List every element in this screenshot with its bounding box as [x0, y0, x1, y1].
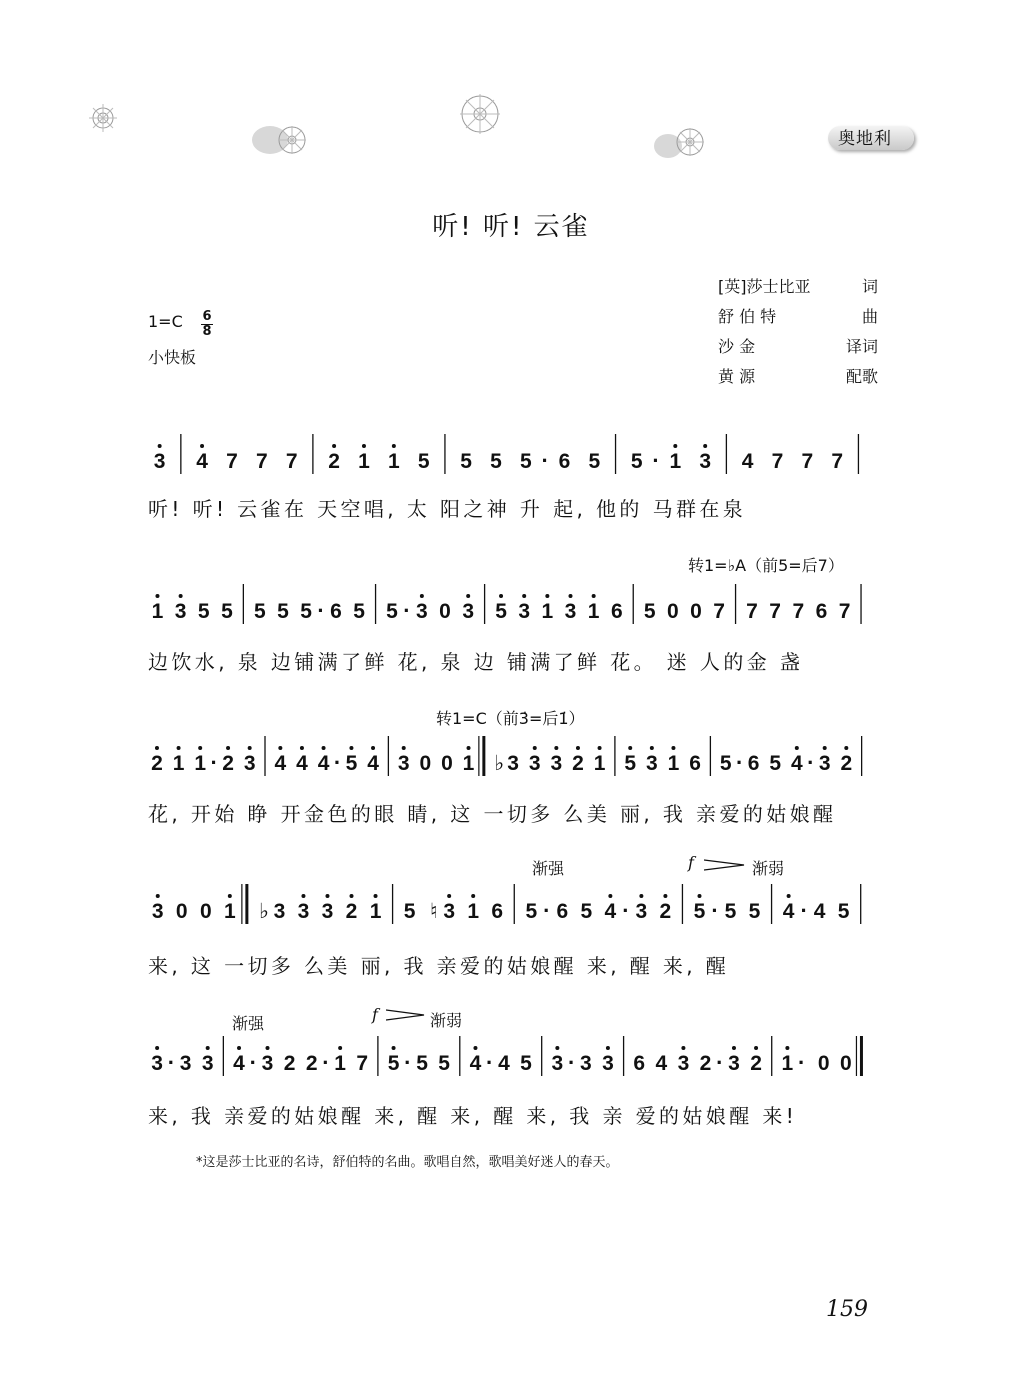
augmentation-dot: ·: [322, 1050, 330, 1075]
octave-dot: [332, 444, 336, 448]
note: 5: [460, 450, 472, 473]
note: 5: [386, 600, 398, 623]
note: 4: [782, 900, 795, 923]
octave-dot: [447, 894, 451, 898]
notation-system: [140, 1022, 880, 1102]
octave-dot: [592, 594, 596, 598]
note: 1: [593, 752, 606, 775]
note: 1: [467, 900, 480, 923]
octave-dot: [266, 1046, 270, 1050]
note: 5: [693, 900, 706, 923]
augmentation-dot: ·: [210, 750, 218, 775]
crescendo-mark: 渐强: [232, 1014, 265, 1033]
octave-dot: [466, 594, 470, 598]
note: 3: [699, 450, 712, 473]
note: 5: [719, 752, 732, 775]
note: 0: [441, 752, 453, 775]
augmentation-dot: ·: [800, 898, 808, 923]
key-signature: 1=C: [148, 312, 183, 331]
note: 2: [750, 1052, 762, 1075]
note: 0: [666, 600, 679, 623]
note: 6: [689, 752, 701, 775]
note: 7: [838, 600, 851, 623]
note: 4: [604, 900, 617, 923]
note: 7: [746, 600, 758, 623]
note: 3: [677, 1052, 690, 1075]
note: 3: [580, 1052, 592, 1075]
note: 6: [558, 450, 571, 473]
octave-dot: [844, 746, 848, 750]
note: 2: [699, 1052, 712, 1075]
note: 1: [334, 1052, 346, 1075]
note: 3: [551, 1052, 564, 1075]
country-tag: [828, 120, 914, 154]
octave-dot: [650, 746, 654, 750]
octave-dot: [673, 444, 677, 448]
note: 2: [283, 1052, 296, 1075]
note: 5: [724, 900, 737, 923]
note: 5: [403, 900, 416, 923]
notation-system: [140, 722, 880, 802]
forte-mark: f: [688, 853, 694, 872]
note: 5: [520, 1052, 532, 1075]
footnote: *这是莎士比亚的名诗，舒伯特的名曲。歌唱自然，歌唱美好迷人的春天。: [196, 1155, 619, 1170]
note: 3: [179, 1052, 192, 1075]
note: 4: [274, 752, 287, 775]
octave-dot: [198, 746, 202, 750]
crescendo-mark: 渐强: [532, 859, 565, 878]
octave-dot: [785, 1046, 789, 1050]
forte-mark: f: [372, 1005, 378, 1024]
octave-dot: [301, 894, 305, 898]
octave-dot: [576, 746, 580, 750]
note: 1: [194, 752, 207, 775]
octave-dot: [697, 894, 701, 898]
octave-dot: [300, 746, 304, 750]
note: 3: [416, 600, 428, 623]
note: 5: [495, 600, 507, 623]
note: 7: [771, 450, 784, 473]
note: 5: [624, 752, 637, 775]
augmentation-dot: ·: [735, 750, 744, 775]
octave-dot: [732, 1046, 736, 1050]
octave-dot: [787, 894, 791, 898]
note: 1: [667, 752, 680, 775]
octave-dot: [639, 894, 643, 898]
credit-arranger: 黄 源 配歌: [718, 367, 878, 386]
octave-dot: [681, 1046, 685, 1050]
country-label: 奥地利: [838, 129, 892, 149]
octave-dot: [362, 444, 366, 448]
augmentation-dot: ·: [404, 1050, 412, 1075]
octave-dot: [499, 594, 503, 598]
octave-dot: [392, 444, 396, 448]
notation-system: [140, 870, 880, 950]
octave-dot: [555, 1046, 559, 1050]
note: 1: [172, 752, 185, 775]
accidental: ♮: [429, 900, 438, 923]
octave-dot: [628, 746, 632, 750]
note: 3: [243, 752, 256, 775]
modulation-mark: 转1=♭A（前5=后7）: [688, 556, 844, 575]
notation-system: [140, 570, 880, 650]
note: 1: [669, 450, 682, 473]
augmentation-dot: ·: [541, 448, 549, 473]
note: 2: [659, 900, 672, 923]
note: 1: [151, 600, 164, 623]
accidental: ♭: [258, 900, 269, 923]
note: 7: [255, 450, 268, 473]
note: 0: [419, 752, 432, 775]
octave-dot: [155, 1046, 159, 1050]
octave-dot: [402, 746, 406, 750]
note: 5: [221, 600, 233, 623]
octave-dot: [467, 746, 471, 750]
note: 2: [328, 450, 340, 473]
octave-dot: [371, 746, 375, 750]
note: 2: [305, 1052, 318, 1075]
octave-dot: [754, 1046, 758, 1050]
note: 5: [438, 1052, 450, 1075]
note: 4: [367, 752, 379, 775]
octave-dot: [823, 746, 827, 750]
note: 5: [837, 900, 850, 923]
note: 7: [285, 450, 298, 473]
note: 3: [602, 1052, 614, 1075]
note: 5: [490, 450, 502, 473]
octave-dot: [206, 1046, 210, 1050]
augmentation-dot: ·: [167, 1050, 176, 1075]
octave-dot: [598, 746, 602, 750]
note: 3: [443, 900, 456, 923]
note: 3: [728, 1052, 740, 1075]
credit-composer: 舒 伯 特 曲: [718, 307, 878, 326]
note: 0: [817, 1052, 830, 1075]
octave-dot: [158, 444, 162, 448]
note: 4: [498, 1052, 510, 1075]
augmentation-dot: ·: [807, 750, 815, 775]
lyrics-line: 听! 听! 云雀在 天空唱, 太 阳之神 升 起, 他的 马群在泉: [148, 497, 747, 521]
lyrics-line: 来, 我 亲爱的姑娘醒 来, 醒 来, 醒 来, 我 亲 爱的姑娘醒 来!: [148, 1104, 798, 1128]
note: 0: [690, 600, 702, 623]
note: 5: [387, 1052, 400, 1075]
augmentation-dot: ·: [797, 1050, 806, 1075]
note: 3: [528, 752, 541, 775]
octave-dot: [349, 746, 353, 750]
note: 5: [417, 450, 430, 473]
note: 1: [369, 900, 382, 923]
note: 5: [277, 600, 289, 623]
time-signature: 6 8: [202, 309, 212, 339]
note: 3: [153, 450, 166, 473]
note: 4: [196, 450, 208, 473]
octave-dot: [568, 594, 572, 598]
octave-dot: [177, 746, 181, 750]
credit-lyricist: [英]莎士比亚 词: [718, 277, 878, 296]
modulation-mark: 转1=C（前3̇=后1̇）: [436, 709, 585, 728]
note: 5: [525, 900, 538, 923]
note: 7: [713, 600, 725, 623]
note: 7: [831, 450, 844, 473]
note: 1: [358, 450, 370, 473]
octave-dot: [248, 746, 252, 750]
note: 4: [741, 450, 754, 473]
octave-dot: [322, 746, 326, 750]
augmentation-dot: ·: [317, 598, 325, 623]
note: 6: [815, 600, 828, 623]
note: 5: [353, 600, 365, 623]
note: 0: [839, 1052, 852, 1075]
note: 1: [541, 600, 554, 623]
octave-dot: [473, 1046, 477, 1050]
note: 4: [296, 752, 308, 775]
note: 2: [840, 752, 853, 775]
octave-dot: [338, 1046, 342, 1050]
note: 5: [748, 900, 761, 923]
note: 7: [769, 600, 781, 623]
note: 4: [469, 1052, 482, 1075]
octave-dot: [606, 1046, 610, 1050]
note: 1: [587, 600, 600, 623]
note: 3: [818, 752, 831, 775]
note: 3: [321, 900, 334, 923]
octave-dot: [545, 594, 549, 598]
octave-dot: [278, 746, 282, 750]
song-title: 听! 听! 云雀: [432, 212, 590, 242]
note: 0: [439, 600, 451, 623]
note: 1: [388, 450, 400, 473]
note: 5: [580, 900, 593, 923]
octave-dot: [226, 746, 230, 750]
note: 5: [588, 450, 601, 473]
octave-dot: [795, 746, 799, 750]
tempo-marking: 小快板: [148, 348, 197, 367]
flower-decoration: [456, 92, 504, 136]
lyrics-line: 花, 开始 睁 开金色的眼 睛, 这 一切多 么美 丽, 我 亲爱的姑娘醒: [148, 802, 837, 826]
octave-dot: [663, 894, 667, 898]
octave-dot: [392, 1046, 396, 1050]
augmentation-dot: ·: [249, 1050, 257, 1075]
note: 6: [747, 752, 760, 775]
octave-dot: [325, 894, 329, 898]
credit-translator: 沙 金 译词: [718, 337, 878, 356]
note: 6: [491, 900, 504, 923]
note: 4: [813, 900, 826, 923]
note: 3: [273, 900, 286, 923]
note: 1: [462, 752, 475, 775]
note: 2: [151, 752, 163, 775]
octave-dot: [155, 594, 159, 598]
note: 7: [356, 1052, 369, 1075]
note: 2: [345, 900, 358, 923]
lyrics-line: 来, 这 一切多 么美 丽, 我 亲爱的姑娘醒 来, 醒 来, 醒: [148, 954, 730, 978]
note: 6: [610, 600, 623, 623]
note: 5: [253, 600, 266, 623]
note: 5: [520, 450, 532, 473]
note: 6: [633, 1052, 646, 1075]
note: 5: [300, 600, 312, 623]
note: 3: [645, 752, 658, 775]
augmentation-dot: ·: [622, 898, 630, 923]
note: 7: [801, 450, 814, 473]
note: 0: [199, 900, 212, 923]
note: 3: [462, 600, 475, 623]
octave-dot: [554, 746, 558, 750]
note: 3: [151, 1052, 163, 1075]
octave-dot: [703, 444, 707, 448]
note: 6: [556, 900, 569, 923]
note: 3: [635, 900, 648, 923]
octave-dot: [156, 894, 160, 898]
lyrics-line: 边饮水, 泉 边铺满了鲜 花, 泉 边 铺满了鲜 花。 迷 人的金 盏: [148, 650, 804, 674]
flower-decoration: [86, 104, 120, 132]
octave-dot: [237, 1046, 241, 1050]
note: 3: [297, 900, 310, 923]
octave-dot: [471, 894, 475, 898]
octave-dot: [608, 894, 612, 898]
octave-dot: [533, 746, 537, 750]
augmentation-dot: ·: [486, 1050, 494, 1075]
note: 3: [261, 1052, 274, 1075]
octave-dot: [420, 594, 424, 598]
octave-dot: [200, 444, 204, 448]
note: 5: [769, 752, 782, 775]
note: 3: [201, 1052, 214, 1075]
note: 1: [223, 900, 236, 923]
note: 5: [643, 600, 656, 623]
note: 6: [330, 600, 342, 623]
octave-dot: [374, 894, 378, 898]
note: 2: [222, 752, 234, 775]
diminuendo-mark: 渐弱: [752, 859, 785, 878]
note: 4: [317, 752, 330, 775]
octave-dot: [671, 746, 675, 750]
note: 2: [572, 752, 584, 775]
note: 0: [175, 900, 188, 923]
octave-dot: [350, 894, 354, 898]
octave-dot: [179, 594, 183, 598]
octave-dot: [155, 746, 159, 750]
note: 3: [518, 600, 531, 623]
note: 7: [792, 600, 805, 623]
note: 3: [397, 752, 410, 775]
note: 3: [507, 752, 519, 775]
octave-dot: [228, 894, 232, 898]
diminuendo-mark: 渐弱: [430, 1011, 463, 1030]
note: 3: [550, 752, 563, 775]
augmentation-dot: ·: [711, 898, 719, 923]
notation-system: [140, 420, 880, 500]
flower-decoration: [248, 120, 316, 160]
note: 5: [630, 450, 643, 473]
note: 5: [197, 600, 210, 623]
note: 3: [151, 900, 164, 923]
note: 3: [564, 600, 577, 623]
note: 5: [416, 1052, 428, 1075]
note: 4: [233, 1052, 245, 1075]
diminuendo-hairpin: [386, 1008, 426, 1022]
augmentation-dot: ·: [543, 898, 551, 923]
augmentation-dot: ·: [567, 1050, 576, 1075]
augmentation-dot: ·: [716, 1050, 724, 1075]
note: 3: [174, 600, 187, 623]
augmentation-dot: ·: [403, 598, 411, 623]
augmentation-dot: ·: [652, 448, 660, 473]
octave-dot: [522, 594, 526, 598]
flower-decoration: [650, 124, 712, 164]
page-number: 159: [826, 1297, 868, 1322]
note: 4: [655, 1052, 668, 1075]
accidental: ♭: [494, 752, 505, 775]
augmentation-dot: ·: [333, 750, 342, 775]
note: 1: [781, 1052, 794, 1075]
note: 5: [345, 752, 358, 775]
note: 7: [226, 450, 238, 473]
note: 4: [790, 752, 803, 775]
